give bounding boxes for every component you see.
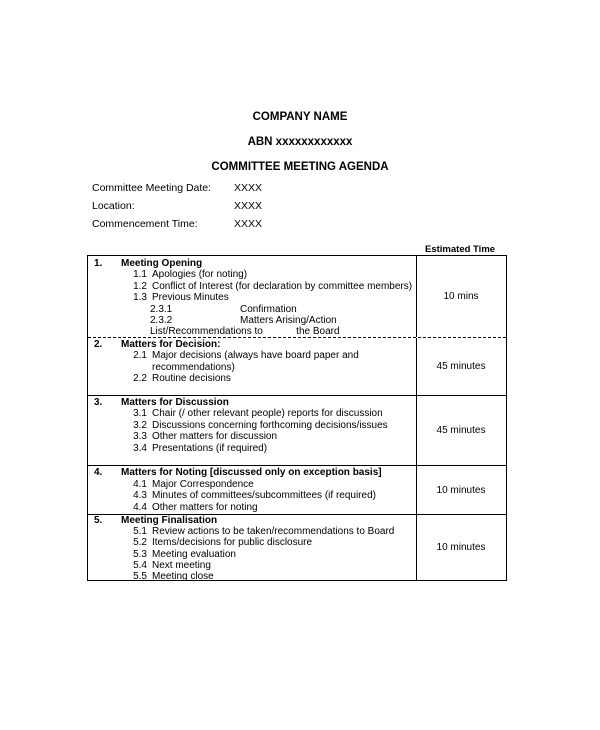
agenda-section-1 bbox=[88, 256, 506, 337]
agenda-section-4 bbox=[88, 465, 506, 514]
agenda-item: 4.4 Other matters for noting bbox=[133, 502, 258, 513]
agenda-item: 3.1 Chair (/ other relevant people) reports for discussion bbox=[133, 408, 383, 419]
agenda-section-3 bbox=[88, 395, 506, 465]
agenda-section-5 bbox=[88, 514, 506, 580]
section-number: 1. bbox=[94, 258, 103, 269]
agenda-item: recommendations) bbox=[152, 362, 235, 373]
section-number: 5. bbox=[94, 515, 103, 526]
estimated-time-header: Estimated Time bbox=[425, 244, 496, 255]
section-heading: Matters for Discussion bbox=[121, 397, 229, 408]
section-1-time: 10 mins bbox=[443, 291, 479, 302]
agenda-item: 5.1 Review actions to be taken/recommendations to Board bbox=[133, 526, 395, 537]
agenda-item: 2.2 Routine decisions bbox=[133, 373, 231, 384]
agenda-table bbox=[87, 255, 507, 581]
section-number: 3. bbox=[94, 397, 103, 408]
section-4-time: 10 minutes bbox=[436, 484, 486, 496]
agenda-item: 5.2 Items/decisions for public disclosure bbox=[133, 537, 313, 548]
agenda-item: 1.1 Apologies (for noting) bbox=[133, 269, 248, 280]
section-heading: Matters for Noting [discussed only on exception basis] bbox=[121, 467, 382, 478]
section-heading: Meeting Finalisation bbox=[121, 515, 218, 526]
document-title: COMMITTEE MEETING AGENDA bbox=[211, 161, 389, 173]
sub-item-number: 2.3.1 bbox=[150, 304, 173, 315]
section-2-time: 45 minutes bbox=[436, 361, 486, 372]
location-label: Location: bbox=[92, 200, 135, 212]
section-3-content bbox=[88, 396, 417, 465]
agenda-item: 5.4 Next meeting bbox=[133, 560, 211, 571]
section-number: 4. bbox=[94, 467, 103, 478]
abn-number: ABN xxxxxxxxxxxx bbox=[247, 136, 353, 148]
commencement-time-label: Commencement Time: bbox=[92, 218, 198, 230]
company-name: COMPANY NAME bbox=[252, 111, 348, 123]
agenda-item: 2.1 Major decisions (always have board paper and bbox=[133, 350, 359, 361]
section-2-content bbox=[88, 338, 417, 395]
section-heading: Meeting Opening bbox=[121, 258, 203, 269]
section-4-content bbox=[88, 466, 417, 514]
section-heading: Matters for Decision: bbox=[121, 339, 221, 350]
meeting-date-value: XXXX bbox=[234, 182, 263, 194]
section-5-content bbox=[88, 515, 417, 580]
agenda-item: 3.2 Discussions concerning forthcoming decisions/issues bbox=[133, 420, 388, 431]
agenda-item: 4.3 Minutes of committees/subcommittees (if required) bbox=[133, 490, 376, 501]
agenda-item: 3.4 Presentations (if required) bbox=[133, 443, 268, 454]
location-value: XXXX bbox=[234, 200, 263, 212]
meeting-date-label: Committee Meeting Date: bbox=[92, 182, 212, 194]
section-5-time: 10 minutes bbox=[436, 542, 486, 553]
section-1-content bbox=[88, 256, 417, 337]
section-number: 2. bbox=[94, 339, 103, 350]
sub-item-text: List/Recommendations to the Board bbox=[150, 326, 340, 337]
agenda-item: 3.3 Other matters for discussion bbox=[133, 431, 278, 442]
agenda-section-2 bbox=[88, 337, 506, 395]
sub-item-text: Confirmation bbox=[240, 304, 297, 315]
sub-item-text: Matters Arising/Action bbox=[240, 315, 337, 326]
agenda-item: 5.5 Meeting close bbox=[133, 571, 214, 582]
agenda-item: 1.2 Conflict of Interest (for declaration by committee members) bbox=[133, 281, 413, 292]
sub-item-number: 2.3.2 bbox=[150, 315, 173, 326]
agenda-item: 1.3 Previous Minutes bbox=[133, 292, 229, 303]
agenda-item: 4.1 Major Correspondence bbox=[133, 479, 254, 490]
section-3-time: 45 minutes bbox=[436, 425, 486, 436]
agenda-item: 5.3 Meeting evaluation bbox=[133, 549, 236, 560]
commencement-time-value: XXXX bbox=[234, 218, 263, 230]
